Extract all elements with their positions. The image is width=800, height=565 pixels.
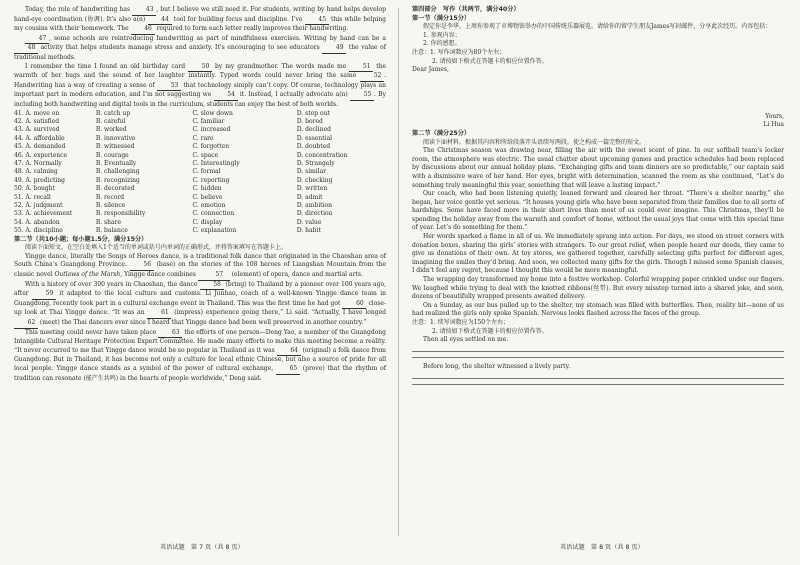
content-point-1: 1. 参观内容； bbox=[423, 31, 461, 39]
page-8-footer: 英语试题 第 8 页（共 8 页） bbox=[560, 544, 644, 551]
option-row bbox=[14, 210, 386, 218]
option-item: D. similar bbox=[296, 168, 327, 176]
option-item: C. familiar bbox=[192, 117, 225, 125]
option-item: 44. A. affordable bbox=[14, 134, 65, 142]
answer-line bbox=[412, 351, 784, 352]
letter-signature: Li Hua bbox=[763, 121, 784, 129]
option-item: D. written bbox=[296, 185, 328, 193]
note-continuation-count: 注意：1. 续写词数应为150个左右； bbox=[412, 319, 510, 326]
option-item: D. bored bbox=[296, 117, 323, 125]
option-item: 42. A. satisfied bbox=[14, 117, 60, 125]
option-row bbox=[14, 194, 386, 202]
section-2-title: 第二节（共10小题；每小题1.5分，满分15分） bbox=[14, 235, 148, 243]
page-7-footer: 英语试题 第 7 页（共 8 页） bbox=[160, 544, 244, 551]
option-item: C. space bbox=[192, 151, 219, 159]
option-row bbox=[14, 135, 386, 143]
option-row bbox=[14, 227, 386, 235]
note-word-count: 注意：1. 写作词数应为80个左右； bbox=[412, 48, 506, 56]
option-item: 46. A. experience bbox=[14, 151, 68, 159]
option-row bbox=[14, 219, 386, 227]
option-item: C. forgotten bbox=[192, 143, 230, 151]
option-item: B. innovative bbox=[95, 134, 136, 142]
option-item: B. catch up bbox=[95, 109, 131, 117]
option-item: B. careful bbox=[95, 117, 126, 125]
option-item: 54. A. abandon bbox=[14, 218, 60, 226]
writing-section-2-instructions: 阅读下面材料，根据其内容和所给段落开头语续写两段，使之构成一篇完整的短文。 bbox=[423, 138, 646, 146]
option-row bbox=[14, 126, 386, 134]
note-continuation-format: 2. 请按如下格式在答题卡的相应位置作答。 bbox=[432, 327, 548, 335]
cloze-paragraph-1: Today, the role of handwriting has 43 , but I believe we still need it. For students, writing by hand helps develop hand-eye coordination (协调). It’s also a(n) 44 tool for building focus and discipline. I’ve 45 this while helping my cousins with their homework. The 46 required to form each letter really improves their handwriting. bbox=[14, 6, 386, 35]
option-item: B. worked bbox=[95, 126, 127, 134]
option-item: 52. A. judgment bbox=[14, 202, 63, 209]
option-item: D. direction bbox=[296, 210, 333, 218]
story-paragraph-3: Her words sparked a flame in all of us. We immediately sprang into action. For days, we stood on street corners with donation boxes, sharing the girls’ stories with strangers. To our great relief, when people heard our deeds, they came to give us donations of their own. At toy stores, we gathered together, carefully selecting gifts perfect for different ages, imagining the smiles they’d bring. And soon, we collected many gifts for the girls. Though I missed some Spanish classes, I didn’t feel any regret, because I thought this would be more meaningful. bbox=[412, 233, 784, 275]
continuation-opening-1: Then all eyes settled on me. bbox=[423, 336, 509, 344]
page-7-column bbox=[14, 6, 386, 383]
option-item: 49. A. predicting bbox=[14, 176, 66, 184]
continuation-opening-2: Before long, the shelter witnessed a lively party. bbox=[423, 363, 571, 371]
option-item: D. value bbox=[296, 218, 322, 226]
option-item: D. concentration bbox=[296, 151, 348, 159]
option-item: 41. A. move on bbox=[14, 109, 60, 117]
grammar-paragraph-3: This meeting could never have taken place 63 the efforts of one person—Deng Yao, a member of the Guangdong Intangible Cultural Heritage Protection Expert Committee. He made many efforts to make this meeting become a reality. “It never occurred to me that Yingge dance would be so popular in Thailand as it was 64 (original) a folk dance from Guangdong. But in Thailand, it has become not only a culture for local ethnic Chinese, but also a source of pride for all local people. Yingge dance stands as a symbol of the power of cultural exchange, 65 (prove) that the rhythm of tradition can resonate (能产生共鸣) in the hearts of people worldwide,” Deng said. bbox=[14, 328, 387, 382]
option-item: 48. A. calming bbox=[14, 168, 58, 176]
option-item: C. rare bbox=[192, 134, 214, 142]
option-item: C. reporting bbox=[192, 176, 230, 184]
option-row bbox=[14, 168, 386, 176]
grammar-paragraph-2: With a history of over 300 years in Chaoshan, the dance 58 (bring) to Thailand by a pioneer over 100 years ago, after 59 it adapted to the local culture and customs. Li Junhao, coach of a well-known Yingge dance team in Guangdong, recently took part in a cultural exchange event in Thailand. This was the first time he had got 60 close-up look at Thai Yingge dance. “It was an 61 (impress) experience going there,” Li said. “Actually, I have longed 62 (meet) the Thai dancers ever since I heard that Yingge dance had been well preserved in another country.” bbox=[14, 281, 386, 329]
option-item: D. declined bbox=[296, 126, 331, 134]
option-item: D. checking bbox=[296, 176, 333, 184]
option-row bbox=[14, 110, 386, 118]
option-item: D. essential bbox=[296, 134, 333, 142]
option-row bbox=[14, 118, 386, 126]
option-item: D. doubted bbox=[296, 143, 331, 151]
option-item: D. Strangely bbox=[296, 159, 335, 167]
option-item: B. witnessed bbox=[95, 143, 135, 151]
answer-line bbox=[412, 378, 784, 379]
option-item: B. Eventually bbox=[95, 159, 137, 167]
option-item: B. courage bbox=[95, 151, 129, 159]
option-item: C. hidden bbox=[192, 185, 222, 193]
option-item: C. believe bbox=[192, 193, 223, 201]
option-item: B. balance bbox=[95, 227, 128, 235]
writing-section-1-title: 第一节（满分15分） bbox=[412, 14, 471, 22]
option-item: B. responsibility bbox=[95, 210, 146, 218]
grammar-paragraph-1: Yingge dance, literally the Songs of Heroes dance, is a traditional folk dance that originated in the Chaoshan area of South China’s Guangdong Province. 56 (base) on the stories of the 108 heroes of Liangshan Mountain from the classic novel Outlaws of the Marsh, Yingge dance combines 57 (element) of opera, dance and martial arts. bbox=[14, 253, 386, 281]
cloze-paragraph-2: 47 , some schools are reintroducing handwriting as part of mindfulness exercises. Writing by hand can be a 48 activity that helps students manage stress and anxiety. It’s encouraging to see educators 49 the value of traditional methods. bbox=[14, 34, 386, 61]
page-8-column bbox=[412, 6, 784, 385]
option-item: B. challenging bbox=[95, 168, 140, 176]
part-4-title: 第四部分 写作（共两节，满分40分） bbox=[412, 6, 520, 13]
option-item: C. formal bbox=[192, 168, 221, 176]
option-item: D. admit bbox=[296, 193, 323, 201]
option-item: C. Interestingly bbox=[192, 159, 240, 167]
option-item: D. habit bbox=[296, 227, 321, 235]
option-item: B. record bbox=[95, 193, 125, 201]
option-row bbox=[14, 152, 386, 160]
cloze-paragraph-3: I remember the time I found an old birthday card 50 by my grandmother. The words made me 51 the warmth of her hugs and the sound of her laughter instantly. Typed words could never bring the same 52 . Handwriting has a way of creating a sense of 53 that technology simply can’t copy. Of course, technology plays an important part in modern education, and I’m not suggesting we 54 it. Instead, I actually advocate a(n) 55 . By including both handwriting and digital tools in the curriculum, students can enjoy the best of both worlds. bbox=[14, 62, 387, 108]
option-item: C. emotion bbox=[192, 202, 226, 209]
story-paragraph-1: The Christmas season was drawing near, filling the air with the sweet scent of pine. In our softball team’s locker room, the atmosphere was electric. The usual chatter about upcoming games and practice schedules had been replaced by discussions about our annual holiday plans. “Exchanging gifts and team dinners are so predictable,” our captain said with a dismissive wave of her hand. Her eyes, bright with determination, scanned the room as she continued, “Let’s do something truly meaningful this year, something that will leave a lasting impact.” bbox=[412, 147, 784, 189]
letter-closing: Yours, bbox=[765, 112, 784, 120]
option-item: 50. A. bought bbox=[14, 185, 56, 193]
option-item: 53. A. achievement bbox=[14, 210, 73, 218]
answer-lines-1 bbox=[412, 351, 784, 358]
option-item: 47. A. Normally bbox=[14, 159, 62, 167]
column-divider bbox=[398, 8, 399, 536]
option-item: C. connection bbox=[192, 210, 235, 218]
option-item: C. explanation bbox=[192, 227, 237, 235]
writing-section-1-prompt: 假定你是李华，上周你参观了市博物馆举办的中国传统乐器展览。请给你的留学生朋友James写封邮件，分享此次经历。内容包括： bbox=[423, 23, 772, 31]
option-item: B. share bbox=[95, 218, 121, 226]
answer-lines-2 bbox=[412, 378, 784, 385]
letter-answer-space bbox=[412, 75, 784, 113]
option-item: 51. A. recall bbox=[14, 193, 51, 201]
writing-section-2-title: 第二节（满分25分） bbox=[412, 129, 471, 137]
option-row bbox=[14, 177, 386, 185]
option-item: B. recognizing bbox=[95, 176, 140, 184]
option-item: C. slow down bbox=[192, 109, 233, 117]
option-item: 43. A. survived bbox=[14, 126, 60, 134]
content-point-2: 2. 你的感想。 bbox=[423, 40, 461, 48]
letter-greeting: Dear James, bbox=[412, 66, 449, 74]
section-2-instructions: 阅读下面短文，在空白处填入1个适当的单词或括号内单词的正确形式，并将答案填写在答题卡上。 bbox=[25, 244, 287, 252]
story-paragraph-2: Our coach, who had been listening quietly, leaned forward and cleared her throat. “There’s a shelter nearby,” she began, her voice gentle yet serious. “It houses young girls who have been separated from their families due to all sorts of hardships. Some have faced more in their short lives than most of us could ever imagine. This Christmas, they’ll be spending the holiday away from the warmth and comfort of home, without the usual joys that come with this special time of year. Let’s do something for them.” bbox=[412, 190, 784, 232]
option-row bbox=[14, 160, 386, 168]
option-item: D. ambition bbox=[296, 202, 332, 209]
option-item: 55. A. discipline bbox=[14, 227, 63, 235]
option-item: 45. A. demanded bbox=[14, 143, 66, 151]
option-item: C. display bbox=[192, 218, 223, 226]
answer-line bbox=[412, 384, 784, 385]
story-paragraph-4: The wrapping day transformed my home into a festive workshop. Colorful wrapping paper crinkled under our fingers. We laughed while trying to deal with the knotted ribbons(丝带). But every misstep turned into a shared joke, and soon, dozens of beautifully wrapped presents awaited delivery. bbox=[412, 276, 784, 301]
cloze-options-list bbox=[14, 110, 386, 236]
option-item: B. decorated bbox=[95, 185, 135, 193]
option-item: C. increased bbox=[192, 126, 231, 134]
note-answer-format: 2. 请按如下格式在答题卡的相应位置作答。 bbox=[432, 57, 548, 65]
option-row bbox=[14, 202, 386, 210]
story-paragraph-5: On a Sunday, as our bus pulled up to the shelter, my stomach was filled with butterflies. Then, reality hit—none of us had realized the girls only spoke Spanish. Nervous looks flashed across the faces of the group. bbox=[412, 301, 784, 318]
option-row bbox=[14, 143, 386, 151]
option-row bbox=[14, 185, 386, 193]
option-item: D. stop out bbox=[296, 109, 330, 117]
option-item: B. silence bbox=[95, 202, 126, 209]
